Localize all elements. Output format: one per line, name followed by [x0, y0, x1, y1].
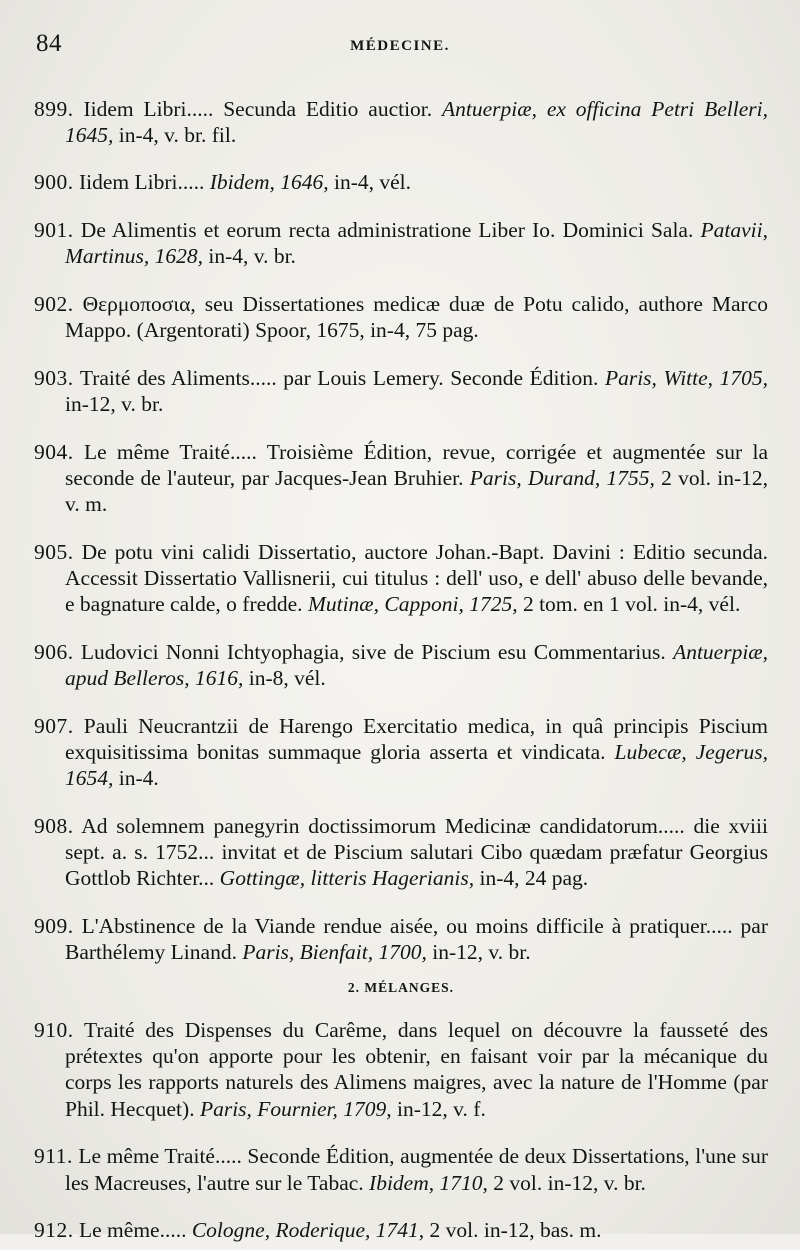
entry-description: Le même Traité..... Seconde Édition, augmentée de deux Dissertations, l'une sur les Macreuses, l'autre sur le Tabac. [65, 1144, 769, 1195]
entry-imprint: Patavii, Martinus, 1628, [65, 218, 769, 269]
entry-imprint: Ibidem, 1710, [369, 1170, 488, 1195]
entry-number: 903. [34, 365, 74, 390]
entry-imprint: Paris, Witte, 1705, [604, 365, 768, 390]
entries-group-alimentation [34, 96, 768, 966]
entry-imprint: Mutinæ, Capponi, 1725, [307, 592, 518, 617]
entry-description: Traité des Dispenses du Carême, dans lequel on découvre la fausseté des prétextes qu'on apporte pour les obtenir, en faisant voir par la mécanique du corps les rapports naturels des Alimens maigres, avec la nature de l'Homme (par Phil. Hecquet). [65, 1018, 768, 1121]
catalogue-entry [34, 169, 768, 195]
entry-description: Iidem Libri..... Secunda Editio auctior. [83, 96, 433, 121]
page-number: 84 [36, 30, 62, 57]
entry-imprint: Ibidem, 1646, [209, 170, 329, 195]
entry-format: in-12, v. br. [65, 392, 164, 417]
catalogue-entry [34, 365, 768, 417]
entry-description: Iidem Libri..... [79, 170, 205, 195]
entry-number: 912. [34, 1218, 74, 1243]
entry-imprint: Paris, Fournier, 1709, [199, 1096, 392, 1121]
entry-format: 2 tom. en 1 vol. in-4, vél. [522, 592, 741, 617]
catalogue-entry [34, 713, 768, 792]
catalogue-entry [34, 1217, 768, 1243]
entry-description: Le même..... [79, 1218, 187, 1243]
entry-number: 904. [34, 439, 74, 464]
entry-description: Le même Traité..... Troisième Édition, revue, corrigée et augmentée sur la seconde de l'auteur, par Jacques-Jean Bruhier. [65, 439, 768, 491]
entry-format: in-4, 75 pag. [370, 318, 479, 343]
entries-group-melanges [34, 1017, 768, 1243]
entry-number: 901. [34, 218, 74, 243]
entry-number: 909. [34, 914, 74, 939]
entry-format: in-8, vél. [248, 666, 326, 691]
entry-number: 906. [34, 640, 74, 665]
catalogue-entry [34, 639, 768, 691]
catalogue-entry [34, 813, 768, 892]
entry-number: 908. [34, 814, 74, 839]
entry-description: Ludovici Nonni Ichtyophagia, sive de Piscium esu Commentarius. [80, 640, 666, 665]
page-header [36, 30, 764, 70]
entry-format: 2 vol. in-12, bas. m. [429, 1218, 602, 1243]
entry-format: in-4, vél. [333, 170, 411, 195]
entry-format: in-12, v. br. [432, 940, 531, 965]
section-heading: 2. MÉLANGES. [347, 979, 455, 995]
entry-number: 902. [34, 292, 74, 317]
entry-format: in-4, v. br. fil. [118, 122, 237, 147]
catalogue-entry [34, 217, 768, 269]
catalogue-entry [34, 96, 768, 148]
entry-format: 2 vol. in-12, v. m. [65, 466, 769, 517]
running-head: MÉDECINE. [350, 38, 450, 54]
entry-description: De potu vini calidi Dissertatio, auctore Johan.-Bapt. Davini : Editio secunda. Accessit Dissertatio Vallisnerii, cui titulus : dell' uso, e dell' abuso delle bevande, e bagnature calde, o fredde. [65, 539, 769, 617]
entry-imprint: Antuerpiæ, ex officina Petri Belleri, 1645, [65, 96, 768, 147]
entry-number: 910. [34, 1018, 74, 1043]
catalogue-entry [34, 439, 768, 518]
entry-format: 2 vol. in-12, v. br. [493, 1170, 646, 1195]
entry-number: 907. [34, 713, 74, 738]
catalogue-entry [34, 539, 768, 618]
entry-imprint: Cologne, Roderique, 1741, [191, 1218, 425, 1243]
entry-description: Pauli Neucrantzii de Harengo Exercitatio medica, in quâ principis Piscium exquisitissima bonitas summaque gloria asserta et vindicata. [65, 713, 768, 765]
entry-number: 911. [34, 1144, 73, 1169]
entry-imprint: Gottingæ, litteris Hagerianis, [219, 866, 475, 891]
entry-imprint: Paris, Durand, 1755, [469, 466, 655, 491]
entry-description: De Alimentis et eorum recta administratione Liber Io. Dominici Sala. [80, 218, 694, 243]
entry-description: Ad solemnem panegyrin doctissimorum Medicinæ candidatorum..... die xviii sept. a. s. 1752... invitat et de Piscium salutari Cibo quædam præfatur Georgius Gottlob Richter... [65, 814, 768, 891]
catalogue-entry [34, 291, 768, 343]
entries-list [34, 74, 768, 1250]
entry-description: Traité des Aliments..... par Louis Lemery. Seconde Édition. [79, 365, 599, 390]
entry-number: 900. [34, 170, 74, 195]
entry-format: in-4, 24 pag. [479, 866, 589, 891]
entry-description: Θερμοποσια, seu Dissertationes medicæ duæ de Potu calido, authore Marco Mappo. (Argentorati) Spoor, 1675, [65, 292, 768, 343]
catalogue-entry [34, 1143, 768, 1195]
entry-imprint: Paris, Bienfait, 1700, [242, 940, 427, 965]
entry-number: 905. [34, 539, 74, 564]
entry-number: 899. [34, 96, 74, 121]
entry-format: in-4, v. br. [208, 244, 296, 269]
entry-format: in-4. [118, 766, 159, 791]
entry-description: L'Abstinence de la Viande rendue aisée, ou moins difficile à pratiquer..... par Barthélemy Linand. [65, 914, 768, 965]
catalogue-entry [34, 913, 768, 965]
entry-imprint: Antuerpiæ, apud Belleros, 1616, [65, 640, 769, 691]
entry-format: in-12, v. f. [397, 1096, 486, 1121]
catalogue-entry [34, 1017, 768, 1122]
entry-imprint: Lubecæ, Jegerus, 1654, [65, 740, 768, 791]
